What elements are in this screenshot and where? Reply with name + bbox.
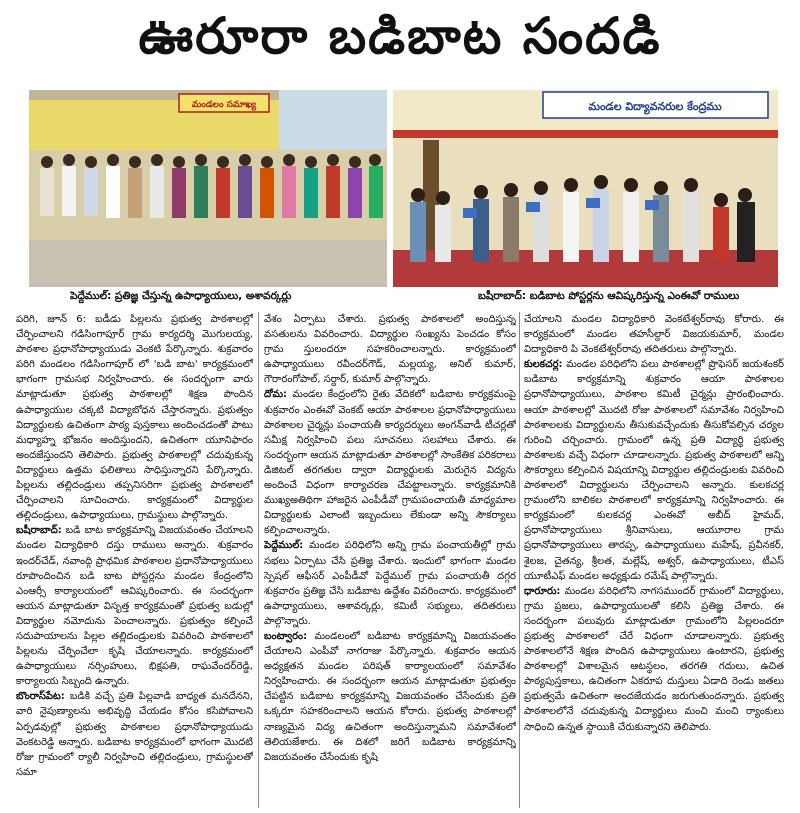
dateline: కులకచర్ల: <box>524 359 563 371</box>
paragraph: వేశం ఏర్పాటు చేశారు. ప్రభుత్వ పాఠశాలలో అందిస్తున్న వసతులను వివరించారు. విద్యార్థుల సంఖ్యను పెంచడం కోసం గ్రామ స్తులందరూ సహకరించాలన్నారు. కార్యక్రమంలో ఉపాధ్యాయులు రవీందర్‌గౌడ్‌, మల్లయ్య, అనిల్‌ కుమార్‌, గౌరారంగోపాల్‌, సర్దార్‌, కుమార్‌ పాల్గొన్నారు. <box>264 314 516 386</box>
paragraph: ధారూరు: మండల పరిధిలోని నాగసముందర్‌ గ్రామంలో విద్యార్థులు, గ్రామ ప్రజలు, ఉపాధ్యాయులతో కలిసి ప్రతిజ్ఞ చేశారు. ఈ సందర్భంగా పలువురు మాట్లాడుతూ గ్రామంలోని పిల్లలందరూ ప్రభుత్వ పాఠశాలలో చేరే విధంగా చూడాలన్నారు. ప్రభుత్వ పాఠశాలలోనే శిక్షణ పొందిన ఉపాధ్యాయులు ఉంటారని, ప్రభుత్వ పాఠశాలల్లో విశాలమైన ఆటస్థలం, తరగతి గదులు, ఉచిత పాఠ్యపుస్తకాలు, ఉచితంగా ఏకరూప దుస్తులు ఏడాది రెండు జతలు ప్రభుత్వమే ఉచితంగా అందజేయడం జరుగుతుందన్నారు. ప్రభుత్వ పాఠశాలలోనే చదువుకున్న విద్యార్థులు మంచి మంచి ర్యాంకులు సాధించి ఉన్నత స్థాయికి చేరుకున్నారని తెలిపారు. <box>524 585 784 733</box>
paragraph: కులకచర్ల: మండల పరిధిలోని పలు పాఠశాలల్లో ప్రొఫెసర్‌ జయశంకర్‌ బడిబాట కార్యక్రమాన్ని శుక్రవారం ఆయా పాఠశాలల ప్రధానోపాధ్యాయులు, పాఠశాల కమిటీ చైర్మన్లు ప్రారంభించారు. ఆయా పాఠశాలల్లో మొదటి రోజు పాఠశాలలో సమావేశం నిర్వహించి పాఠశాలలకు విద్యార్థులను తీసుకువచ్చేందుకు తీసుకోవల్సిన చర్యల గురించి చర్చించారు. గ్రామంలో ఉన్న ప్రతి విద్యార్థి ప్రభుత్వ పాఠశాలకు వచ్చే విధంగా చూడాలన్నారు. ప్రభుత్వ పాఠశాలలో అన్ని సౌకర్యాలు కల్పించిన విషయాన్ని విద్యార్థుల తల్లిదండ్రులకు వివరించి పాఠశాలలో విద్యార్థులను చేర్పించాలని అన్నారు. కులకచర్ల గ్రామంలోని బాలికల పాఠశాలలో కార్యక్రమాన్ని నిర్వహించారు. ఈ కార్యక్రమంలో కులకచర్ల ఎంఈవో అబీద్‌ హైమద్‌, ప్రధానోపాధ్యాయులు శ్రీనివాసులు, ఆయూరాల గ్రామ ప్రధానోపాధ్యాయులు తారప్ప, ఉపాధ్యాయులు మహేష్‌, ప్రవీనకర్‌, శైలజ, చైతన్య, శ్రీలత, మల్లేష్‌, అశ్వర్‌, ఉపాధ్యాయులు, టీఎస్‌ యూటీఎఫ్‌ మండల అధ్యక్షుడు రమేష్‌ పాల్గొన్నారు. <box>524 359 784 582</box>
caption-left: పెద్దేముల్‌: ప్రతిజ్ఞ చేస్తున్న ఉపాధ్యాయులు, అశావర్కర్లు <box>70 290 292 302</box>
paragraph: బషీరాబాద్‌: బడి బాట కార్యక్రమాన్ని విజయవంతం చేయాలని మండల విద్యాధికారి దస్తు రాములు అన్నారు. శుక్రవారం ఇందర్‌చేడ్‌, నవాంద్గి ప్రాథమిక పాఠశాలల ప్రధానోపాధ్యాయులు రూపొందించిన బడి బాట పోస్టర్లను మండల కేంద్రంలోని ఎంఆర్సీ కార్యాలయంలో ఆవిష్కరించారు. ఈ సందర్భంగా ఆయన మాట్లాడుతూ విసృత్త కార్యక్రమంతో ప్రభుత్వ బడుల్లో విద్యార్థుల నమోదును పెంచాలన్నారు. ప్రభుత్వం కల్పించే సదుపాయాలను పిల్లల తల్లిదండ్రులకు వివరించి పాఠశాలలో పిల్లలను చేర్పించేలా కృషి చేయాలన్నారు. కార్యక్రమంలో ఉపాధ్యాయులు నర్సింహులు, భిక్షపతి, రాఘవేందర్‌రెడ్డి, కార్యాలయ సిబ్బంది ఉన్నారు. <box>16 525 253 688</box>
left-banner-text: మండలం సమాఖ్య <box>191 100 257 110</box>
photo-pledge <box>29 90 387 287</box>
column-divider <box>519 312 520 808</box>
caption-right: బషీరాబాద్‌: బడిబాట పోస్టర్లను ఆవిష్కరిస్తున్న ఎంఈవో రాములు <box>478 290 740 302</box>
paragraph: దోమ: మండల కేంద్రంలోని రైతు వేదికలో బడిబాట కార్యక్రమంపై శుక్రవారం ఎంఈవో వెంకట్‌ ఆయా పాఠశాలల ప్రధానోపాధ్యాయులు పాఠశాలల చైర్మన్లు పంచాయతీ కార్యదర్శులు అంగన్‌వాడీ టీచర్లతో సమీక్ష నిర్వహించి పలు సూచనలు సలహాలు చేశారు. ఈ సందర్భంగా ఆయన మాట్లాడుతూ పాఠశాలల్లో సాంకేతిక పరికరాలు డిజిటల్‌ తరగతుల ద్వారా విద్యార్థులకు మెరుగైన విద్యను అందించే విధంగా కార్యాచరణ చేపట్టాలన్నారు. కార్యక్రమానికి ముఖ్యఅతిథిగా హాజరైన ఎంపీడీవో గ్రామపంచాయతీ మాధ్యమాల విద్యార్థులకు ఎలాంటి ఇబ్బందులు లేకుండా అన్ని సౌకర్యాలు కల్పించాలన్నారు. <box>264 389 516 537</box>
headline: ఊరూరా బడిబాట సందడి <box>138 6 662 65</box>
photo-poster-release <box>393 90 778 287</box>
dateline: బొంరాస్‌పేట: <box>16 691 65 703</box>
paragraph: బంట్వారం: మండలంలో బడిబాట కార్యక్రమాన్ని విజయవంతం చేయాలని ఎంపీవో నాగరాజు పేర్కొన్నారు. శుక్రవారం ఆయన అధ్యక్షతన మండల పరిషత్‌ కార్యాలయంలో సమావేశం నిర్వహించారు. ఈ సందర్భంగా ఆయన మాట్లాడుతూ ప్రభుత్వం చేపట్టిన బడిబాట కార్యక్రమాన్ని విజయవంతం చేసేందుకు ప్రతి ఒక్కరూ సహకరించాలని ఆయన కోరారు. ప్రభుత్వ పాఠశాలల్లో నాణ్యమైన విద్య ఉచితంగా అందిస్తున్నామని సమావేశంలో తెలియజేశారు. ఈ దిశలో జరిగే బడిబాట కార్యక్రమాన్ని విజయవంతం చేసేందుకు కృషి <box>264 630 516 763</box>
article-column-3 <box>524 312 784 810</box>
paragraph: పెద్దేముల్‌: మండల పరిధిలోని అన్ని గ్రామ పంచాయతీల్లో గ్రామ సభలు ఏర్పాటు చేసి ప్రతిజ్ఞ చేశారు. ఇందులో భాగంగా మండల స్పెషల్‌ ఆఫీసర్‌ ఎంపీడీవో పెద్దేముల్‌ గ్రామ పంచాయతీ దగ్గర శుక్రవారం ప్రతిజ్ఞ చేసి బడిబాట ఉద్దేశం వివరించారు. కార్యక్రమంలో ఉపాధ్యాయులు, ఆశావర్కర్లు, కమిటీ సభ్యులు, తదితరులు పాల్గొన్నారు. <box>264 540 516 627</box>
right-banner-text: మండల విద్యావనరుల కేంద్రము <box>588 100 722 113</box>
dateline: పెద్దేముల్‌: <box>264 540 304 552</box>
article-column-2 <box>264 312 516 810</box>
article-column-1 <box>16 312 253 810</box>
dateline: బంట్వారం: <box>264 630 308 642</box>
dateline: ధారూరు: <box>524 585 561 597</box>
paragraph: చేయాలని మండల విద్యాధికారి వెంకటేశ్వర్‌రావు కోరారు. ఈ కార్యక్రమంలో మండల తహసీల్దార్‌ విజయకుమార్‌, మండల విద్యాధికారి పి వెంకటేశ్వర్‌రావు తదితరులు పాల్గొన్నారు. <box>524 314 784 356</box>
paragraph: బొంరాస్‌పేట: బడికి వచ్చే ప్రతి పిల్లవాడి బాధ్యత మనదేనని, వారి నైపుణ్యాలను అభివృద్ధి చేయడం కోసం కసిపోవాలని ఏర్పడవుల్లో ప్రభుత్వ పాఠశాలల ప్రధానోపాధ్యాయుడు వెంకటరెడ్డి అన్నారు. బడిబాట కార్యక్రమంలో భాగంగా మొదటి రోజు గ్రామంలో ర్యాలీ నిర్వహించి తల్లిదండ్రులు, గ్రామస్థులతో సమా <box>16 691 253 778</box>
paragraph: పరిగి, జూన్‌ 6: బడీడు పిల్లలను ప్రభుత్వ పాఠశాలల్లో చేర్పించాలని గడిసింగాపూర్‌ గ్రామ కార్యదర్శి మొగులయ్య, పాఠశాల ప్రధానోపాధ్యాయుడు వెంకటి పేర్కొన్నారు. శుక్రవారం పరిగి మండలం గడిసింగాపూర్‌ లో 'బడి బాట' కార్యక్రమంలో భాగంగా గ్రామసభ నిర్వహించారు. ఈ సందర్భంగా వారు మాట్లాడుతూ ప్రభుత్వ పాఠశాలల్లో శిక్షణ పొందిన ఉపాధ్యాయుల చక్కటి విద్యాబోధన చేస్తారన్నారు. ప్రభుత్వం విద్యార్థులకు ఉచితంగా పాఠ్య పుస్తకాలు అందించడంతో పాటు మధ్యాహ్న భోజనం అందిస్తుందని, ఉచితంగా యూనిఫారం అందజేస్తుందని తెలిపారు. ప్రభుత్వ పాఠశాలల్లో చదువుకున్న విద్యార్థులు ఉత్తమ ఫలితాలు సాధిస్తున్నారని పేర్కొన్నారు. పిల్లలను తల్లిదండ్రులు తప్పనిసరిగా ప్రభుత్వ పాఠశాలలో చేర్పించాలని సూచించారు. కార్యక్రమంలో విద్యార్థుల తల్లిదండ్రులు, ఉపాధ్యాయులు, గ్రామస్థులు పాల్గొన్నారు. <box>16 314 253 522</box>
dateline: దోమ: <box>264 389 288 401</box>
column-divider <box>258 312 259 808</box>
dateline: బషీరాబాద్‌: <box>16 525 62 537</box>
